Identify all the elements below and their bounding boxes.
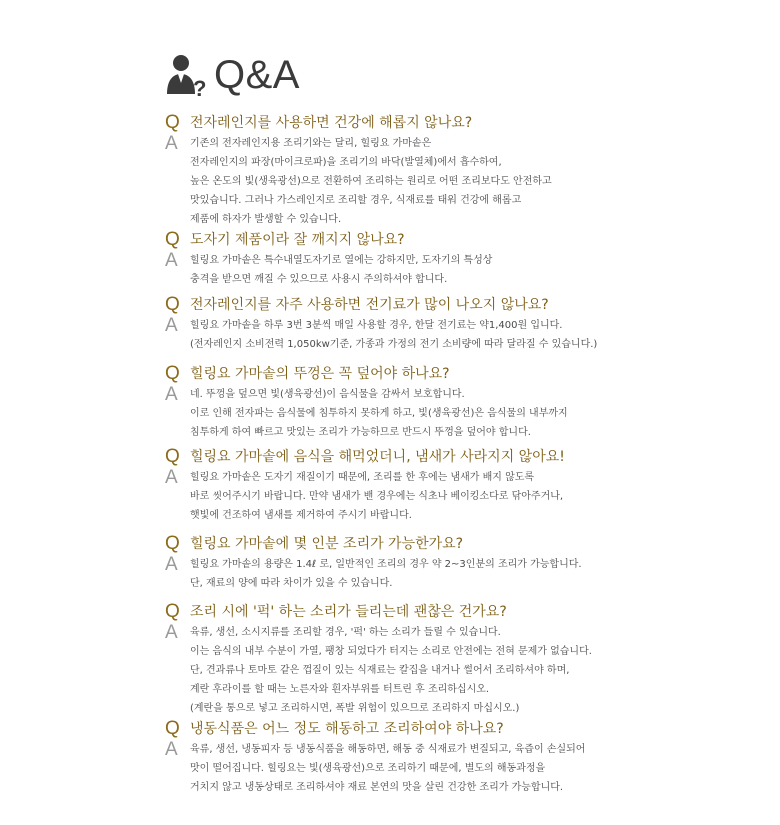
qa-item	[165, 718, 645, 797]
answer-line: 기존의 전자레인지용 조리기와는 달리, 힐링요 가마솥은	[190, 138, 432, 149]
a-mark: A	[165, 133, 178, 154]
question-text: 냉동식품은 어느 정도 해동하고 조리하여야 하나요?	[190, 721, 504, 737]
answer-text	[190, 134, 552, 229]
answer-line: 육류, 생선, 소시지류를 조리할 경우, '퍽' 하는 소리가 들릴 수 있습니다.	[190, 627, 501, 638]
q-mark: Q	[165, 533, 180, 554]
q-mark: Q	[165, 294, 180, 315]
a-mark: A	[165, 467, 178, 488]
question-text: 힐링요 가마솥의 뚜껑은 꼭 덮어야 하나요?	[190, 366, 450, 382]
answer-line: 높은 온도의 빛(생육광선)으로 전환하여 조리하는 원리로 어떤 조리보다도 안전하고	[190, 176, 552, 187]
answer-line: 힐링요 가마솥의 용량은 1.4ℓ 로, 일반적인 조리의 경우 약 2~3인분의 조리가 가능합니다.	[190, 559, 582, 570]
q-mark: Q	[165, 601, 180, 622]
a-mark: A	[165, 250, 178, 271]
answer-line: 충격을 받으면 깨질 수 있으므로 사용시 주의하셔야 합니다.	[190, 274, 448, 285]
question-text: 도자기 제품이라 잘 깨지지 않나요?	[190, 232, 405, 248]
answer-line: 바로 씻어주시기 바랍니다. 만약 냄새가 밴 경우에는 식초나 베이킹소다로 닦아주거나,	[190, 491, 564, 502]
answer-text	[190, 555, 582, 593]
answer-line: 제품에 하자가 발생할 수 있습니다.	[190, 214, 342, 225]
a-mark: A	[165, 384, 178, 405]
answer-line: 계란 후라이를 할 때는 노른자와 흰자부위를 터트린 후 조리하십시오.	[190, 684, 490, 695]
qa-header	[164, 50, 300, 100]
q-mark: Q	[165, 363, 180, 384]
answer-line: 햇빛에 건조하여 냄새를 제거하여 주시기 바랍니다.	[190, 510, 412, 521]
question-text: 조리 시에 '퍽' 하는 소리가 들리는데 괜찮은 건가요?	[190, 604, 507, 620]
answer-text	[190, 385, 568, 442]
answer-text	[190, 316, 597, 354]
q-mark: Q	[165, 718, 180, 739]
answer-text	[190, 740, 585, 797]
qa-item	[165, 112, 645, 229]
answer-line: 단, 재료의 양에 따라 차이가 있을 수 있습니다.	[190, 578, 393, 589]
answer-line: 네. 뚜껑을 덮으면 빛(생육광선)이 음식물을 감싸서 보호합니다.	[190, 389, 465, 400]
answer-line: 이는 음식의 내부 수분이 가열, 팽창 되었다가 터지는 소리로 안전에는 전혀 문제가 없습니다.	[190, 646, 592, 657]
answer-line: 맛있습니다. 그러나 가스레인지로 조리할 경우, 식재료를 태워 건강에 해롭고	[190, 195, 522, 206]
question-text: 전자레인지를 사용하면 건강에 해롭지 않나요?	[190, 115, 473, 131]
qa-item	[165, 446, 645, 525]
q-mark: Q	[165, 112, 180, 133]
a-mark: A	[165, 622, 178, 643]
a-mark: A	[165, 554, 178, 575]
answer-line: 단, 견과류나 토마토 같은 껍질이 있는 식재료는 칼집을 내거나 썰어서 조리하셔야 하며,	[190, 665, 570, 676]
qa-item	[165, 294, 645, 354]
qa-item	[165, 363, 645, 442]
answer-line: 거치지 않고 냉동상태로 조리하셔야 재료 본연의 맛을 살린 건강한 조리가 가능합니다.	[190, 782, 564, 793]
answer-line: (전자레인지 소비전력 1,050kw기준, 가종과 가정의 전기 소비량에 따라 달라질 수 있습니다.)	[190, 339, 598, 350]
qa-item	[165, 533, 645, 593]
answer-line: 힐링요 가마솥을 하루 3번 3분씩 매일 사용할 경우, 한달 전기료는 약1,400원 입니다.	[190, 320, 563, 331]
svg-text:?: ?	[193, 76, 207, 98]
question-person-icon	[164, 52, 210, 98]
answer-line: 침투하게 하여 빠르고 맛있는 조리가 가능하므로 반드시 뚜껑을 덮어야 합니다.	[190, 427, 531, 438]
answer-line: 전자레인지의 파장(마이크로파)을 조리기의 바닥(발열체)에서 흡수하여,	[190, 157, 502, 168]
a-mark: A	[165, 739, 178, 760]
answer-line: 힐링요 가마솥은 도자기 재질이기 때문에, 조리를 한 후에는 냄새가 배지 않도록	[190, 472, 535, 483]
q-mark: Q	[165, 446, 180, 467]
question-text: 힐링요 가마솥에 음식을 해먹었더니, 냄새가 사라지지 않아요!	[190, 449, 565, 465]
page-title: Q&A	[214, 52, 300, 97]
question-text: 전자레인지를 자주 사용하면 전기료가 많이 나오지 않나요?	[190, 297, 549, 313]
answer-text	[190, 623, 592, 718]
qa-item	[165, 601, 645, 718]
a-mark: A	[165, 315, 178, 336]
answer-line: (계란을 통으로 넣고 조리하시면, 폭발 위험이 있으므로 조리하지 마십시오.)	[190, 703, 520, 714]
qa-item	[165, 229, 645, 289]
q-mark: Q	[165, 229, 180, 250]
answer-line: 힐링요 가마솥은 특수내열도자기로 열에는 강하지만, 도자기의 특성상	[190, 255, 493, 266]
answer-line: 이로 인해 전자파는 음식물에 침투하지 못하게 하고, 빛(생육광선)은 음식물의 내부까지	[190, 408, 568, 419]
answer-line: 맛이 떨어집니다. 힐링요는 빛(생육광선)으로 조리하기 때문에, 별도의 해동과정을	[190, 763, 546, 774]
answer-line: 육류, 생선, 냉동피자 등 냉동식품을 해동하면, 해동 중 식재료가 변질되고, 육즙이 손실되어	[190, 744, 586, 755]
answer-text	[190, 251, 492, 289]
answer-text	[190, 468, 563, 525]
question-text: 힐링요 가마솥에 몇 인분 조리가 가능한가요?	[190, 536, 464, 552]
